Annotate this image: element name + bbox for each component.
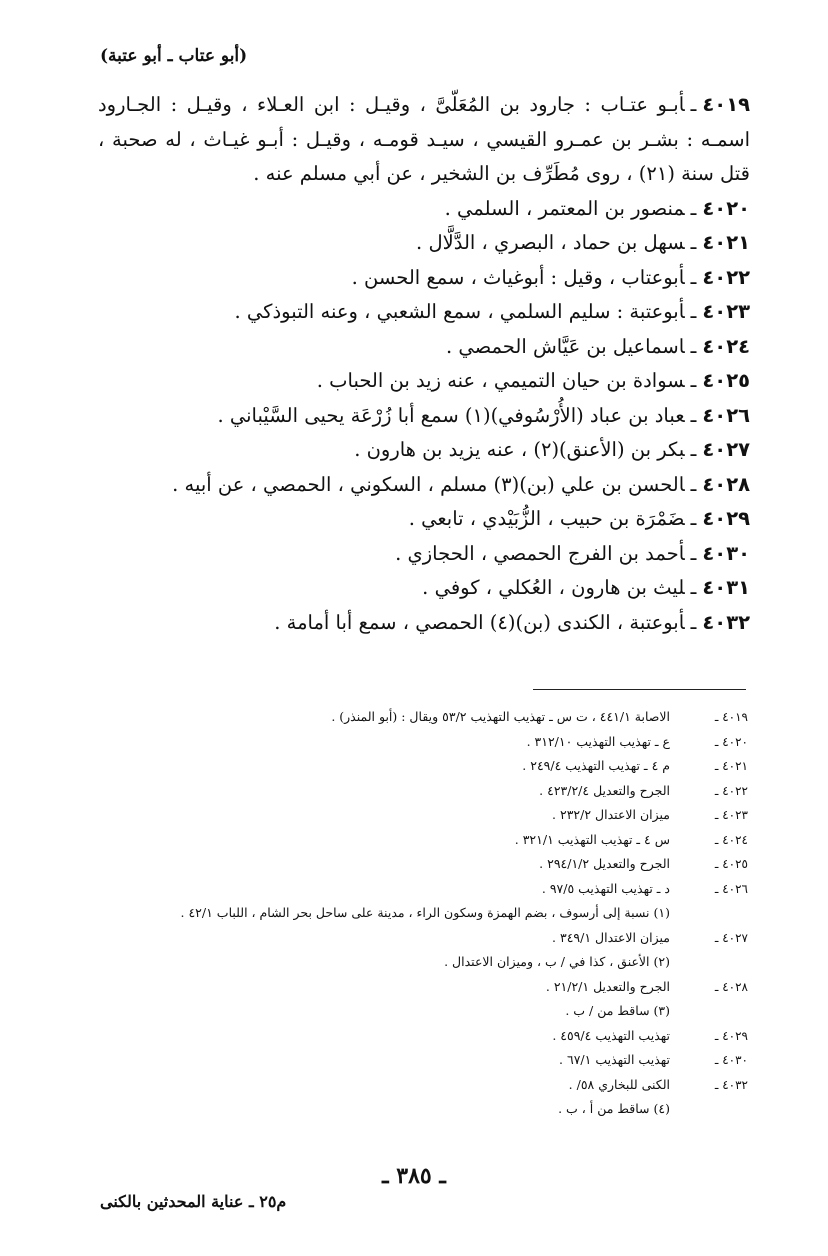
entry-text: أبوعتبة ، الكندى (بن)(٤) الحمصي ، سمع أبا أمامة . [274,610,685,634]
entry-text: اسماعيل بن عَيَّاش الحمصي . [445,334,685,358]
entry-number: ٤٠٣٠ [702,541,750,565]
note-text: (٢) الأعنق ، كذا في / ب ، وميزان الاعتدال . [444,954,670,969]
entry [98,433,750,468]
note-number: ٤٠٢٨ ـ [714,979,748,994]
entry-number: ٤٠٢٥ [702,369,750,392]
note-number: ٤٠٢٧ ـ [714,930,748,945]
entry-text: سهل بن حماد ، البصري ، الدَّلَّال . [416,231,685,254]
note-text: ميزان الاعتدال ٣٤٩/١ . [552,929,670,945]
entry-number: ٤٠٢١ [702,231,750,254]
entry-text: أبوعتاب ، وقيل : أبوغياث ، سمع الحسن . [351,265,685,289]
reference-note [128,1048,748,1073]
note-number: ٤٠٢٢ ـ [714,783,748,798]
entry [98,330,750,365]
entry [98,226,750,261]
note-text: س ٤ ـ تهذيب التهذيب ٣٢١/١ . [514,831,670,847]
entry-separator: ـ [690,369,697,392]
entry-text: الحسن بن علي (بن)(٣) مسلم ، السكوني ، الحمصي ، عن أبيه . [172,472,685,496]
entries-list [98,88,750,640]
note-number: ٤٠١٩ ـ [714,710,748,724]
entry [98,261,750,296]
entry-separator: ـ [690,403,697,427]
note-text: م ٤ ـ تهذيب التهذيب ٢٤٩/٤ . [522,758,670,773]
entry-text: أبـو عتـاب : جارود بن المُعَلّىَّ ، وقيـل : ابن العـلاء ، وقيـل : الجـارود اسمـه : بشـر بن عمـرو القيسي ، سيـد قومـه ، وقيـل : أبـو غيـاث ، له صحبة ، قتل سنة (٢١) ، روى مُطَرِّف بن الشخير ، عن أبي مسلم عنه . [98,93,750,185]
entry-number: ٤٠٢٨ [702,472,750,496]
entry-number: ٤٠٢٢ [702,265,750,289]
footnote [128,950,748,975]
entry-number: ٤٠٢٠ [702,196,750,220]
notes-list [128,705,748,1122]
note-text: ميزان الاعتدال ٢٣٢/٢ . [552,807,670,822]
reference-note [128,779,748,804]
entry-separator: ـ [690,231,697,254]
note-text: (١) نسبة إلى أرسوف ، بضم الهمزة وسكون الراء ، مدينة على ساحل بحر الشام ، اللباب ٤٢/١ . [180,905,670,920]
entry-number: ٤٠١٩ [702,93,750,116]
footnote [128,1097,748,1122]
note-text: الجرح والتعديل ٢١/٢/١ . [545,978,670,994]
footnote-separator [533,689,746,690]
running-header: (أبو عتاب ـ أبو عتبة) [100,46,248,66]
note-text: (٣) ساقط من / ب . [565,1003,670,1018]
note-text: الاصابة ٤٤١/١ ، ت س ـ تهذيب التهذيب ٥٣/٢ ويقال : (أبو المنذر) . [331,709,670,724]
entry-number: ٤٠٢٧ [702,438,750,461]
note-text: ع ـ تهذيب التهذيب ٣١٢/١٠ . [526,733,670,749]
note-text: تهذيب التهذيب ٦٧/١ . [559,1052,670,1067]
note-text: تهذيب التهذيب ٤٥٩/٤ . [552,1027,670,1043]
entry-separator: ـ [690,472,697,496]
entry-separator: ـ [690,334,697,358]
footnote [128,999,748,1024]
note-number: ٤٠٢٠ ـ [714,734,748,749]
entry-separator: ـ [690,265,697,289]
entry-separator: ـ [690,93,697,116]
entry [98,537,750,572]
reference-note [128,926,748,951]
entry-text: منصور بن المعتمر ، السلمي . [444,196,685,220]
note-number: ٤٠٢٤ ـ [714,832,748,847]
entry-number: ٤٠٣٢ [702,610,750,634]
note-number: ٤٠٢١ ـ [714,759,748,773]
entry-text: ليث بن هارون ، العُكلي ، كوفي . [422,576,685,599]
entry-text: بكر بن (الأعنق)(٢) ، عنه يزيد بن هارون . [354,438,685,461]
note-text: د ـ تهذيب التهذيب ٩٧/٥ . [541,880,670,896]
entry-number: ٤٠٢٩ [702,507,750,530]
entry-separator: ـ [690,576,697,599]
note-number: ٤٠٣٢ ـ [714,1077,748,1092]
note-text: الجرح والتعديل ٢٩٤/١/٢ . [539,856,670,871]
reference-note [128,730,748,755]
entry-separator: ـ [690,300,697,323]
entry-number: ٤٠٢٣ [702,300,750,323]
entry-text: ضَمْرَة بن حبيب ، الزُّبَيْدي ، تابعي . [408,507,685,530]
entry [98,364,750,399]
note-number: ٤٠٢٦ ـ [714,881,748,896]
entry-text: سوادة بن حيان التميمي ، عنه زيد بن الحباب . [316,369,685,392]
entry-separator: ـ [690,610,697,634]
entry-number: ٤٠٢٦ [702,403,750,427]
entry-separator: ـ [690,541,697,565]
entry-text: عباد بن عباد (الأُرْسُوفي)(١) سمع أبا زُرْعَة يحيى السَّيْباني . [217,403,685,427]
entry-separator: ـ [690,438,697,461]
entry [98,295,750,330]
reference-note [128,1024,748,1049]
entry-separator: ـ [690,196,697,220]
entry [98,192,750,227]
entry-number: ٤٠٢٤ [702,334,750,358]
reference-note [128,1073,748,1098]
reference-note [128,828,748,853]
reference-note [128,852,748,877]
reference-note [128,705,748,730]
signature-footer: م٢٥ ـ عناية المحدثين بالكنى [100,1192,287,1211]
entry [98,88,750,192]
footnote [128,901,748,926]
page-number: ـ ٣٨٥ ـ [382,1163,446,1189]
reference-note [128,975,748,1000]
entry-text: أبوعتبة : سليم السلمي ، سمع الشعبي ، وعنه التبوذكي . [234,300,685,323]
entry-separator: ـ [690,507,697,530]
entry [98,399,750,434]
entry [98,606,750,641]
entry [98,502,750,537]
note-number: ٤٠٣٠ ـ [714,1053,748,1067]
note-text: الكنى للبخاري ٥٨/ . [568,1076,670,1092]
entry [98,468,750,503]
note-number: ٤٠٢٣ ـ [714,808,748,822]
note-text: الجرح والتعديل ٤٢٣/٢/٤ . [539,782,670,798]
reference-note [128,877,748,902]
note-number: ٤٠٢٩ ـ [714,1028,748,1043]
entry [98,571,750,606]
reference-note [128,754,748,779]
entry-number: ٤٠٣١ [702,576,750,599]
note-number: ٤٠٢٥ ـ [714,857,748,871]
entry-text: أحمد بن الفرج الحمصي ، الحجازي . [395,541,685,565]
reference-note [128,803,748,828]
note-text: (٤) ساقط من أ ، ب . [558,1101,670,1116]
